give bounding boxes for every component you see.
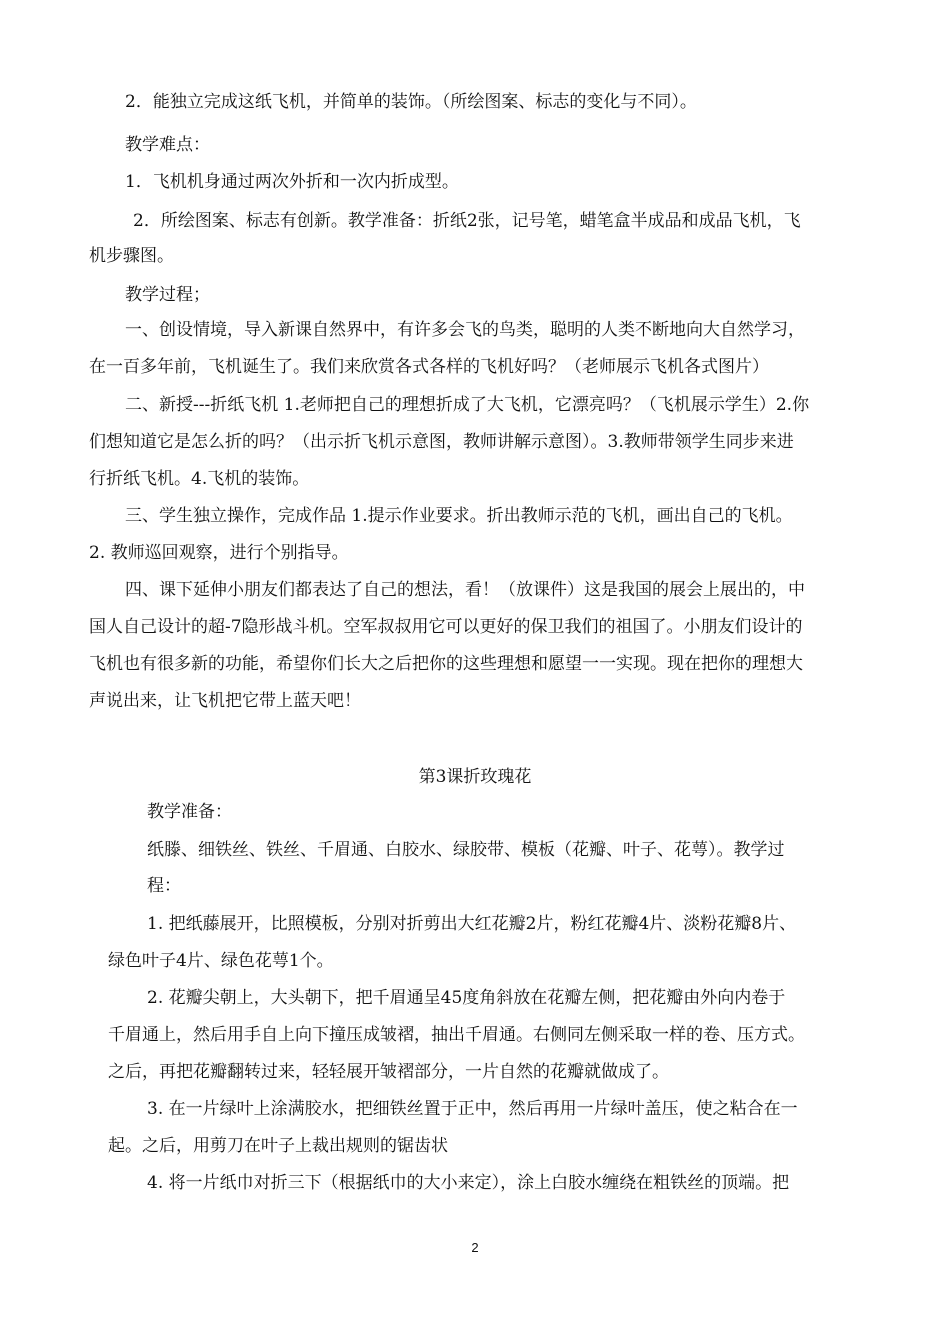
text-line: 4. 将一片纸巾对折三下（根据纸巾的大小来定），涂上白胶水缠绕在粗铁丝的顶端。把 bbox=[147, 1173, 790, 1193]
text-line: 千眉通上，然后用手自上向下撞压成皱褶，抽出千眉通。右侧同左侧采取一样的卷、压方式。 bbox=[108, 1025, 805, 1045]
text-line: 一、创设情境，导入新课自然界中，有许多会飞的鸟类，聪明的人类不断地向大自然学习， bbox=[125, 320, 805, 340]
text-line: 1．飞机机身通过两次外折和一次内折成型。 bbox=[125, 172, 459, 192]
lesson-title: 第3课折玫瑰花 bbox=[418, 767, 532, 787]
text-line: 2．所绘图案、标志有创新。教学准备：折纸2张，记号笔，蜡笔盒半成品和成品飞机，飞 bbox=[133, 211, 801, 231]
text-line: 飞机也有很多新的功能，希望你们长大之后把你的这些理想和愿望一一实现。现在把你的理想大 bbox=[89, 654, 803, 674]
text-line: 之后，再把花瓣翻转过来，轻轻展开皱褶部分，一片自然的花瓣就做成了。 bbox=[108, 1062, 669, 1082]
text-line: 纸滕、细铁丝、铁丝、千眉通、白胶水、绿胶带、模板（花瓣、叶子、花萼）。教学过 bbox=[147, 840, 785, 860]
text-line: 教学难点： bbox=[125, 135, 210, 155]
text-line: 国人自己设计的超-7隐形战斗机。空军叔叔用它可以更好的保卫我们的祖国了。小朋友们设计的 bbox=[89, 617, 803, 637]
text-line: 教学过程； bbox=[125, 285, 210, 305]
text-line: 们想知道它是怎么折的吗？（出示折飞机示意图，教师讲解示意图）。3.教师带领学生同步来进 bbox=[89, 432, 794, 452]
text-line: 教学准备： bbox=[147, 802, 232, 822]
text-line: 三、学生独立操作，完成作品 1.提示作业要求。折出教师示范的飞机，画出自己的飞机。 bbox=[125, 506, 793, 526]
text-line: 二、新授---折纸飞机 1.老师把自己的理想折成了大飞机，它漂亮吗？（飞机展示学生）2.你 bbox=[125, 395, 810, 415]
text-line: 声说出来，让飞机把它带上蓝天吧！ bbox=[89, 691, 361, 711]
text-line: 程： bbox=[147, 876, 181, 896]
text-line: 2．能独立完成这纸飞机，并简单的装饰。（所绘图案、标志的变化与不同）。 bbox=[125, 92, 697, 112]
text-line: 机步骤图。 bbox=[89, 246, 174, 266]
text-line: 四、课下延伸小朋友们都表达了自己的想法，看！（放课件）这是我国的展会上展出的，中 bbox=[125, 580, 805, 600]
text-line: 2. 教师巡回观察，进行个别指导。 bbox=[89, 543, 349, 563]
page-number: 2 bbox=[471, 1240, 479, 1255]
text-line: 行折纸飞机。4.飞机的装饰。 bbox=[89, 469, 310, 489]
text-line: 起。之后，用剪刀在叶子上裁出规则的锯齿状 bbox=[108, 1136, 448, 1156]
text-line: 3. 在一片绿叶上涂满胶水，把细铁丝置于正中，然后再用一片绿叶盖压，使之粘合在一 bbox=[147, 1099, 798, 1119]
text-line: 绿色叶子4片、绿色花萼1个。 bbox=[108, 951, 334, 971]
text-line: 1. 把纸藤展开，比照模板，分别对折剪出大红花瓣2片，粉红花瓣4片、淡粉花瓣8片、 bbox=[147, 914, 797, 934]
text-line: 在一百多年前，飞机诞生了。我们来欣赏各式各样的飞机好吗？（老师展示飞机各式图片） bbox=[89, 357, 769, 377]
text-line: 2. 花瓣尖朝上，大头朝下，把千眉通呈45度角斜放在花瓣左侧，把花瓣由外向内卷于 bbox=[147, 988, 786, 1008]
